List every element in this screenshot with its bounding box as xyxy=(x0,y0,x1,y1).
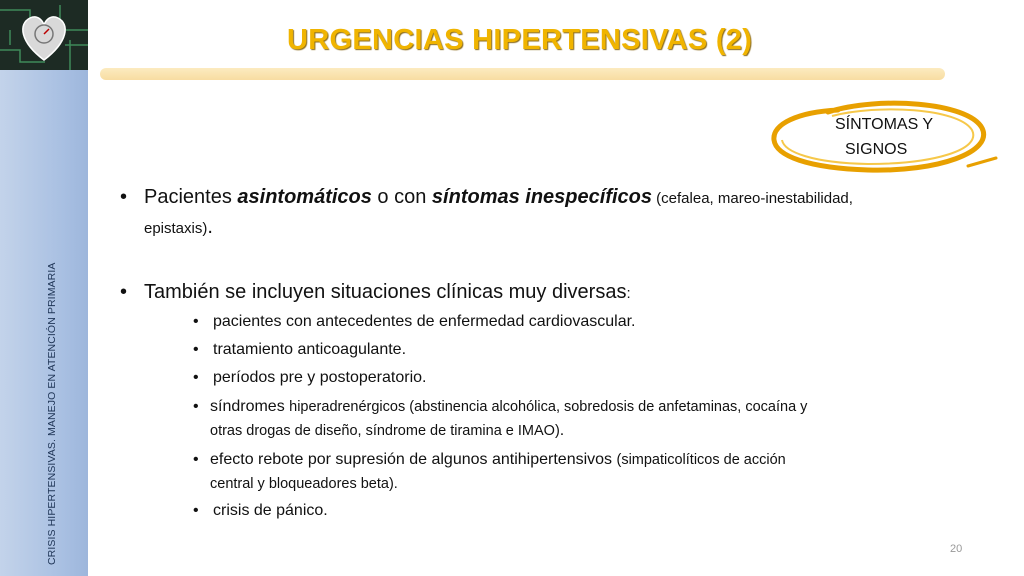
bullet-text: También se incluyen situaciones clínicas muy diversas: xyxy=(144,281,631,303)
sidebar-vertical-text: CRISIS HIPERTENSIVAS. MANEJO EN ATENCIÓN PRIMARIA xyxy=(46,262,58,565)
symptoms-tag-line2: SIGNOS xyxy=(845,141,908,158)
subbullet-item xyxy=(193,499,953,523)
symptoms-tag-line1: SÍNTOMAS Y xyxy=(835,116,934,133)
subbullet-item xyxy=(193,366,953,390)
bullet-dot: • xyxy=(193,502,199,519)
subbullet-text: crisis de pánico. xyxy=(213,502,328,519)
subbullet-text: pacientes con antecedentes de enfermedad cardiovascular. xyxy=(213,313,636,330)
bullet-dot: • xyxy=(193,313,199,330)
subbullet-text: síndromes hiperadrenérgicos (abstinencia alcohólica, sobredosis de anfetaminas, cocaína y otras drogas de diseño, síndrome de tiramina e IMAO). xyxy=(210,398,808,439)
bullet-item xyxy=(120,278,960,308)
subbullet-item xyxy=(193,338,953,362)
subbullet-text: tratamiento anticoagulante. xyxy=(213,341,407,358)
title-underline xyxy=(100,68,945,80)
heart-circuit-icon xyxy=(0,0,88,70)
subbullet-item xyxy=(193,310,953,334)
bullet-dot: • xyxy=(120,281,128,303)
bullet-text: Pacientes asintomáticos o con síntomas inespecíficos (cefalea, mareo-inestabilidad, epistaxis). xyxy=(144,186,853,238)
subbullet-item xyxy=(193,448,953,496)
bullet-dot: • xyxy=(193,398,199,415)
sidebar xyxy=(0,0,88,576)
page-number: 20 xyxy=(950,543,963,555)
bullet-dot: • xyxy=(193,369,199,386)
bullet-dot: • xyxy=(193,341,199,358)
bullet-dot: • xyxy=(193,451,199,468)
subbullet-item xyxy=(193,395,953,443)
bullet-item xyxy=(120,183,960,243)
page-title: URGENCIAS HIPERTENSIVAS (2) xyxy=(287,24,753,56)
subbullet-text: efecto rebote por supresión de algunos antihipertensivos (simpaticolíticos de acción central y bloqueadores beta). xyxy=(210,451,786,492)
symptoms-tag xyxy=(835,112,965,162)
subbullet-text: períodos pre y postoperatorio. xyxy=(213,369,427,386)
bullet-dot: • xyxy=(120,186,128,208)
